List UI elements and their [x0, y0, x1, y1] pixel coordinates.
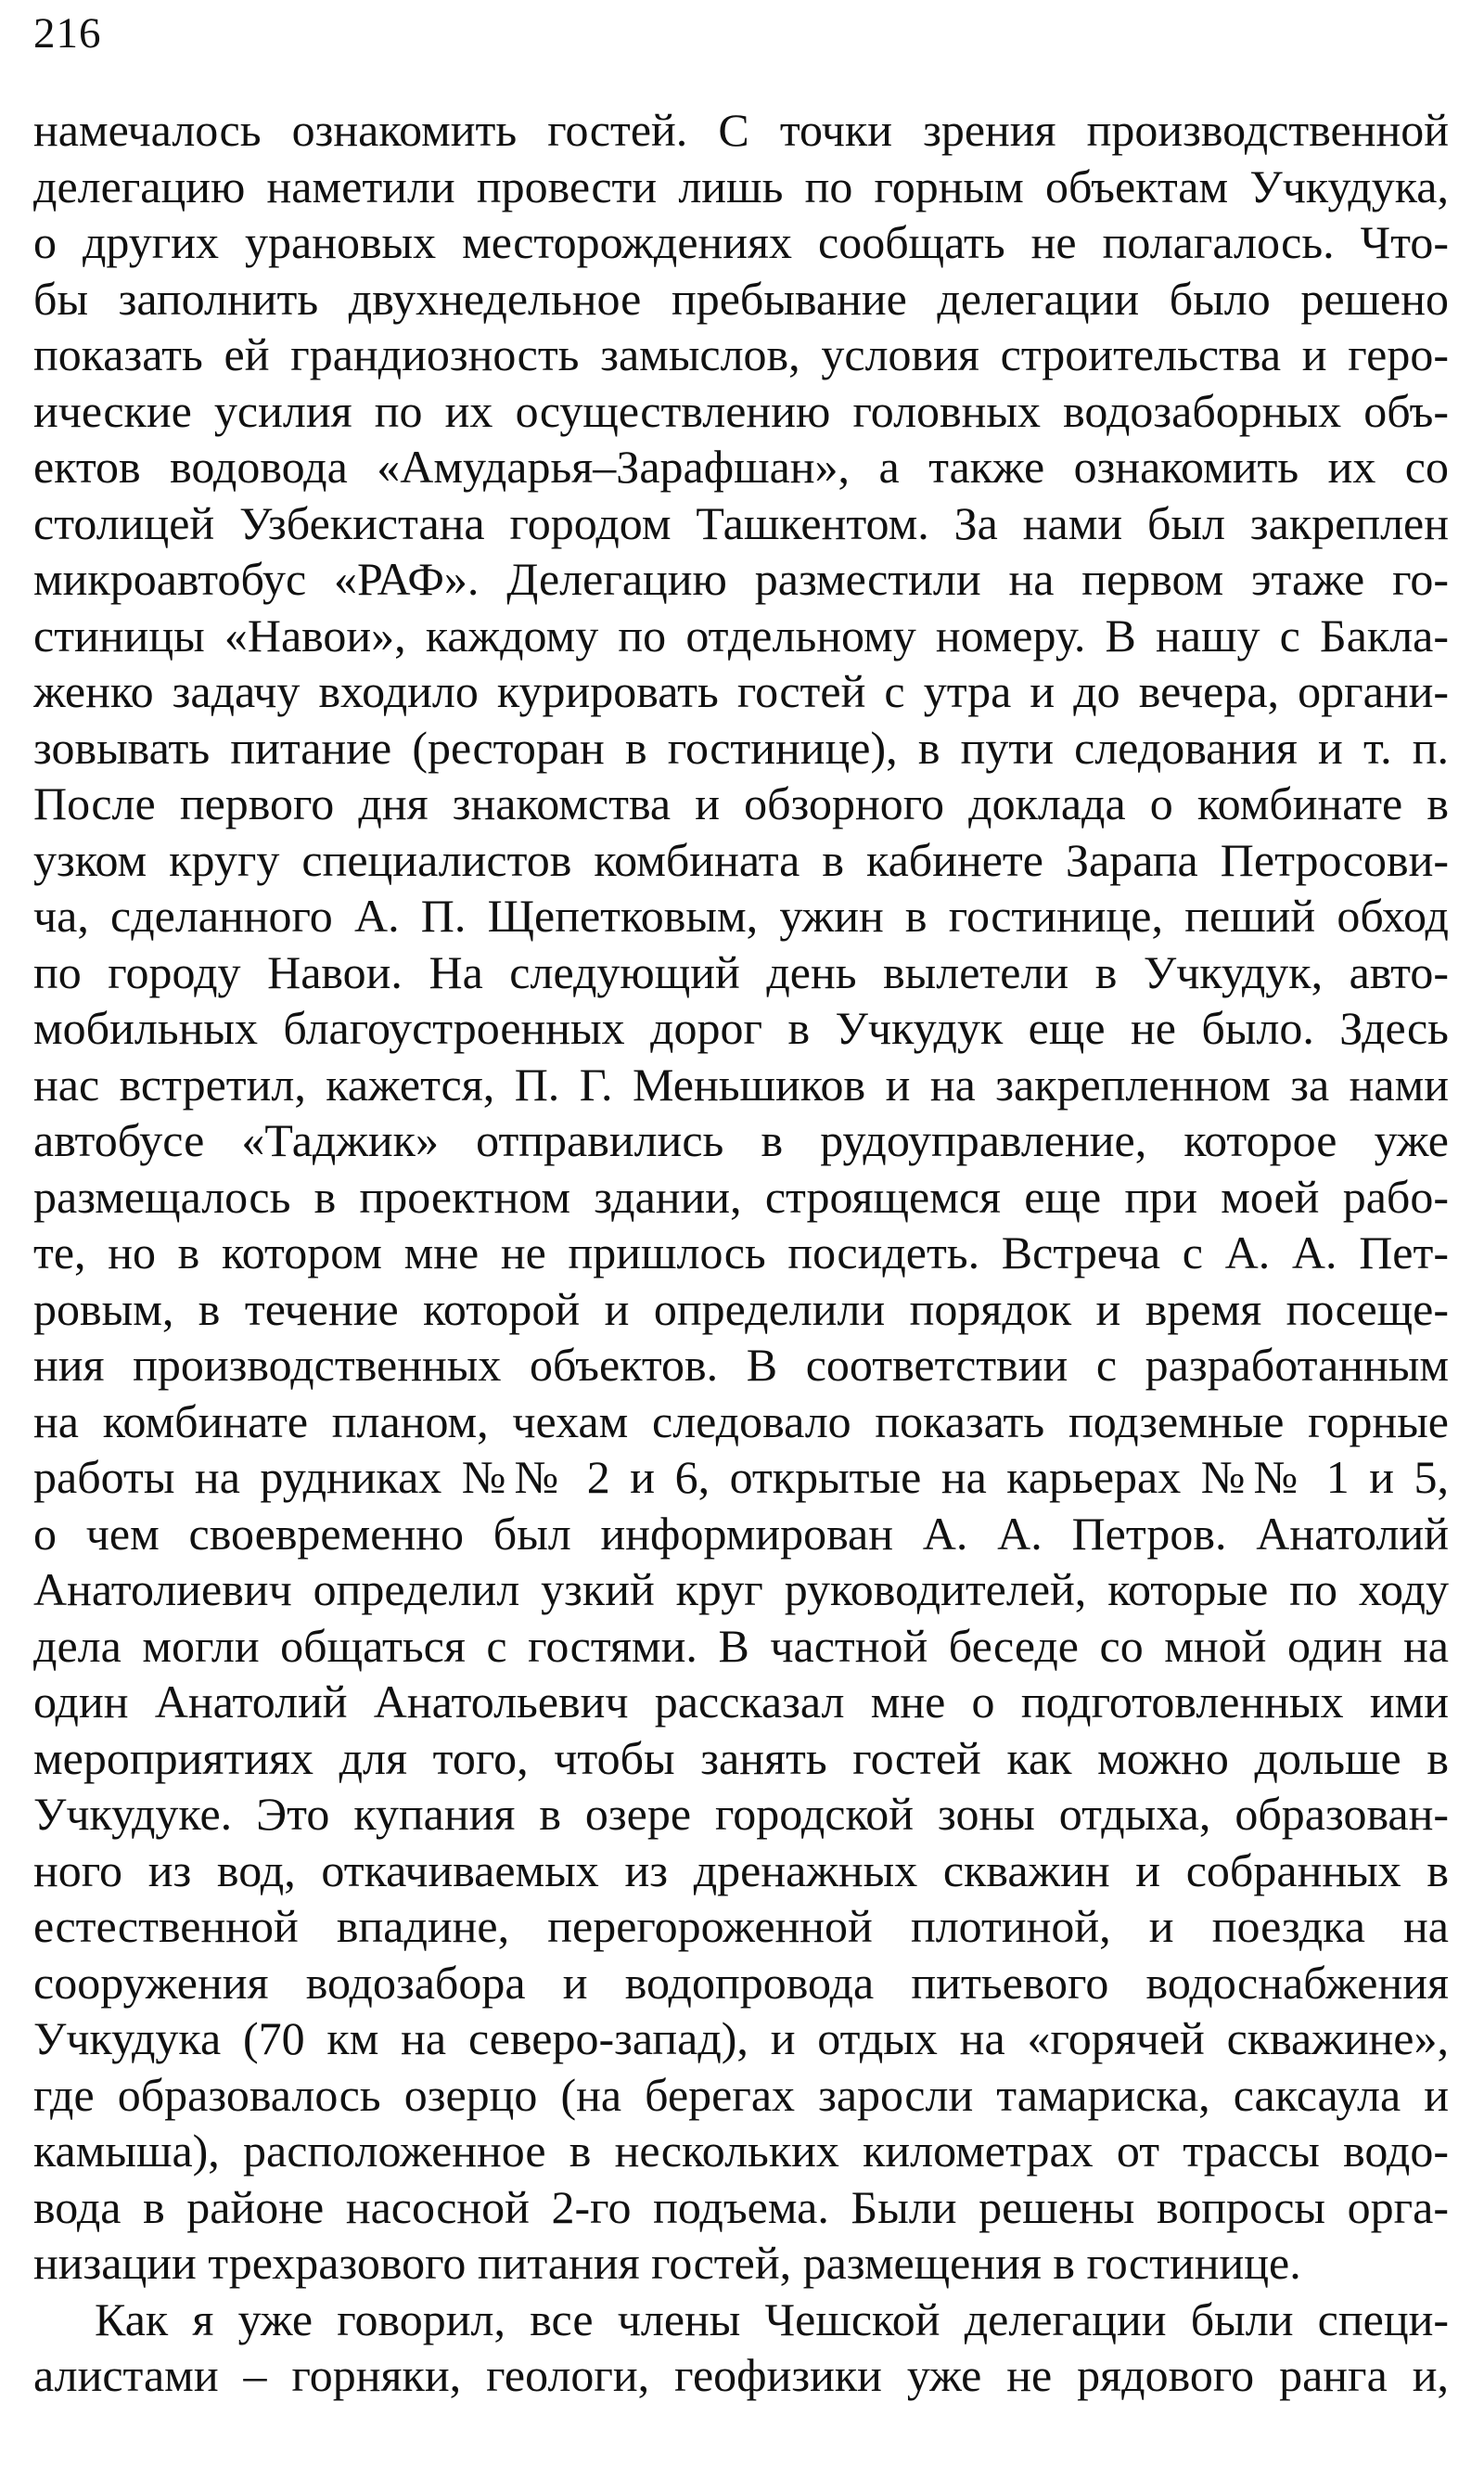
text-line: узком кругу специалистов комбината в кабинете Зарапа Петросови- — [33, 833, 1449, 886]
page-number: 216 — [33, 9, 102, 58]
text-line: столицей Узбекистана городом Ташкентом. За нами был закреплен — [33, 496, 1449, 549]
text-line: Анатолиевич определил узкий круг руководителей, которые по ходу — [33, 1563, 1449, 1615]
text-line: ча, сделанного А. П. Щепетковым, ужин в гостинице, пеший обход — [33, 890, 1449, 942]
text-line: Учкудука (70 км на северо-запад), и отдых на «горячей скважине», — [33, 2012, 1449, 2064]
text-line: Как я уже говорил, все члены Чешской делегации были специ- — [95, 2293, 1449, 2345]
text-line: показать ей грандиозность замыслов, условия строительства и геро- — [33, 328, 1449, 380]
text-line: ного из вод, откачиваемых из дренажных скважин и собранных в — [33, 1843, 1449, 1896]
text-line: мобильных благоустроенных дорог в Учкудук еще не было. Здесь — [33, 1002, 1449, 1054]
text-line: микроавтобус «РАФ». Делегацию разместили на первом этаже го- — [33, 553, 1449, 605]
text-line: мероприятиях для того, чтобы занять гостей как можно дольше в — [33, 1731, 1449, 1784]
text-line: работы на рудниках №№ 2 и 6, открытые на карьерах №№ 1 и 5, — [33, 1451, 1449, 1503]
text-line: ектов водовода «Амударья–Зарафшан», а также ознакомить их со — [33, 441, 1449, 493]
text-line: ические усилия по их осуществлению головных водозаборных объ- — [33, 384, 1449, 437]
text-line: дела могли общаться с гостями. В частной беседе со мной один на — [33, 1619, 1449, 1672]
text-line: делегацию наметили провести лишь по горным объектам Учкудука, — [33, 160, 1449, 212]
text-line: алистами – горняки, геологи, геофизики уже не рядового ранга и, — [33, 2349, 1449, 2401]
text-line: женко задачу входило курировать гостей с утра и до вечера, органи- — [33, 665, 1449, 717]
text-line: где образовалось озерцо (на берегах заросли тамариска, саксаула и — [33, 2068, 1449, 2121]
text-line: автобусе «Таджик» отправились в рудоуправление, которое уже — [33, 1114, 1449, 1166]
text-line: После первого дня знакомства и обзорного доклада о комбинате в — [33, 777, 1449, 829]
text-line: о чем своевременно был информирован А. А. Петров. Анатолий — [33, 1507, 1449, 1560]
text-line: низации трехразового питания гостей, размещения в гостинице. — [33, 2237, 1301, 2289]
text-line: по городу Навои. На следующий день вылетели в Учкудук, авто- — [33, 945, 1449, 998]
text-line: сооружения водозабора и водопровода питьевого водоснабжения — [33, 1956, 1449, 2009]
text-line: бы заполнить двухнедельное пребывание делегации было решено — [33, 272, 1449, 325]
text-line: камыша), расположенное в нескольких километрах от трассы водо- — [33, 2125, 1449, 2177]
text-line: на комбинате планом, чехам следовало показать подземные горные — [33, 1394, 1449, 1447]
text-line: намечалось ознакомить гостей. С точки зрения производственной — [33, 104, 1449, 156]
text-line: зовывать питание (ресторан в гостинице), в пути следования и т. п. — [33, 721, 1449, 774]
text-line: те, но в котором мне не пришлось посидеть. Встреча с А. А. Пет- — [33, 1227, 1449, 1278]
text-body — [33, 102, 1449, 2404]
text-line: нас встретил, кажется, П. Г. Меньшиков и на закрепленном за нами — [33, 1058, 1449, 1111]
text-line: размещалось в проектном здании, строящемся еще при моей рабо- — [33, 1170, 1449, 1223]
text-line: ровым, в течение которой и определили порядок и время посеще- — [33, 1282, 1449, 1335]
text-line: ния производственных объектов. В соответствии с разработанным — [33, 1339, 1449, 1391]
text-line: естественной впадине, перегороженной плотиной, и поездка на — [33, 1900, 1449, 1952]
text-line: один Анатолий Анатольевич рассказал мне о подготовленных ими — [33, 1676, 1449, 1727]
text-line: Учкудуке. Это купания в озере городской зоны отдыха, образован- — [33, 1788, 1449, 1840]
text-line: о других урановых месторождениях сообщать не полагалось. Что- — [33, 216, 1449, 268]
text-line: стиницы «Навои», каждому по отдельному номеру. В нашу с Бакла- — [33, 609, 1449, 661]
text-line: вода в районе насосной 2-го подъема. Были решены вопросы орга- — [33, 2180, 1449, 2233]
